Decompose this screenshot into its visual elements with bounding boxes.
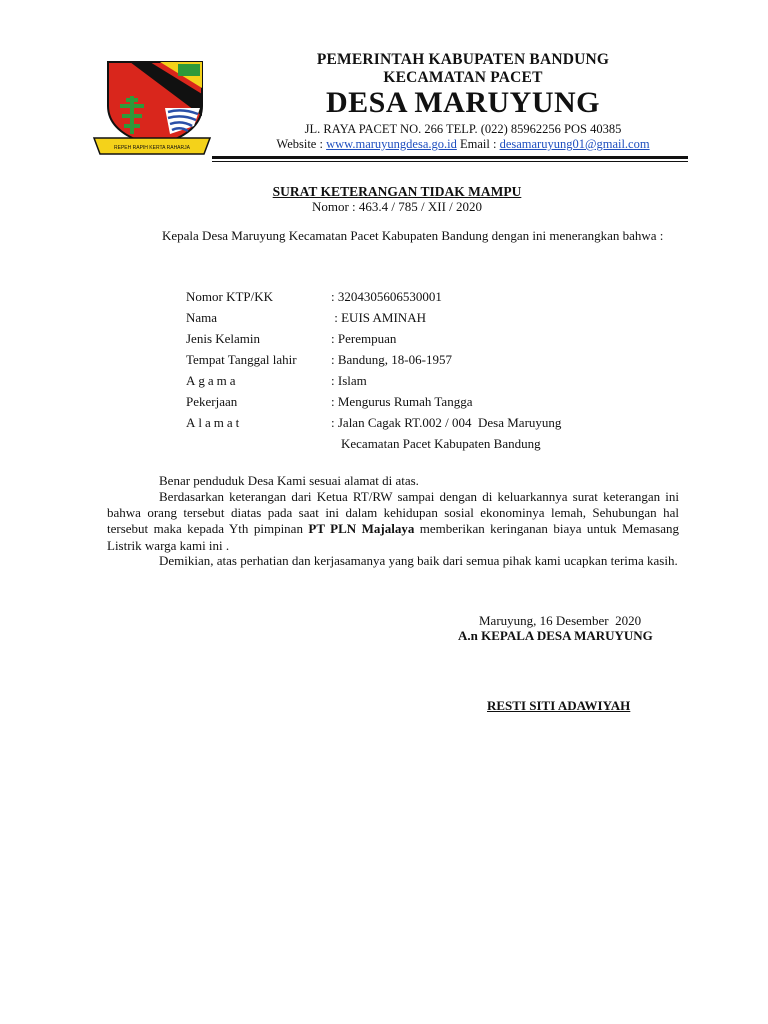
field-label-birth: Tempat Tanggal lahir	[186, 352, 297, 367]
field-label-ktp: Nomor KTP/KK	[186, 289, 274, 304]
field-value-religion: : Islam	[331, 373, 367, 388]
logo-motto: REPEH RAPIH KERTA RAHARJA	[114, 145, 190, 151]
field-value-birth: : Bandung, 18-06-1957	[331, 352, 452, 367]
field-label-religion: Agama	[186, 373, 239, 388]
letter-title	[107, 184, 687, 200]
field-value-address: : Jalan Cagak RT.002 / 004 Desa Maruyung	[331, 415, 562, 430]
field-value-name: : EUIS AMINAH	[331, 310, 426, 325]
website-link[interactable]: www.maruyungdesa.go.id	[326, 137, 457, 151]
email-label: Email :	[459, 137, 497, 151]
field-value-occupation: : Mengurus Rumah Tangga	[331, 394, 473, 409]
field-label-gender: Jenis Kelamin	[186, 331, 261, 346]
gov-name: PEMERINTAH KABUPATEN BANDUNG	[316, 51, 610, 68]
paragraph-request-text-b: memberikan keringanan biaya untuk Memasang Listrik warga kami ini .	[107, 521, 679, 553]
email-link[interactable]: desamaruyung01@gmail.com	[499, 137, 650, 151]
village-name: DESA MARUYUNG	[325, 86, 600, 119]
office-address: JL. RAYA PACET NO. 266 TELP. (022) 85962256 POS 40385	[304, 122, 622, 136]
district-name: KECAMATAN PACET	[383, 69, 543, 86]
field-label-address: Alamat	[186, 415, 243, 430]
paragraph-resident: Benar penduduk Desa Kami sesuai alamat di atas.	[159, 473, 419, 488]
field-value-gender: : Perempuan	[331, 331, 397, 346]
signature-name: RESTI SITI ADAWIYAH	[487, 698, 631, 713]
field-label-occupation: Pekerjaan	[186, 394, 238, 409]
contact-line	[180, 137, 746, 152]
intro-paragraph: Kepala Desa Maruyung Kecamatan Pacet Kabupaten Bandung dengan ini menerangkan bahwa :	[162, 228, 664, 243]
paragraph-request-text-a: Berdasarkan keterangan dari Ketua RT/RW sampai dengan di keluarkannya surat keterangan ini bahwa orang tersebut diatas pada saat ini dalam kehidupan sosial ekonominya lemah, Sehubungan hal tersebut maka kepada Yth pimpinan	[107, 489, 679, 537]
letter-number: Nomor : 463.4 / 785 / XII / 2020	[311, 199, 483, 214]
field-value-address-cont: Kecamatan Pacet Kabupaten Bandung	[341, 436, 541, 451]
signature-place-date: Maruyung, 16 Desember 2020	[479, 613, 642, 628]
signature-role: A.n KEPALA DESA MARUYUNG	[458, 628, 653, 643]
field-value-ktp: : 3204305606530001	[331, 289, 442, 304]
letterhead-rule-thick	[212, 156, 688, 159]
website-label: Website :	[276, 137, 323, 151]
paragraph-request	[107, 489, 679, 554]
field-label-name: Nama	[186, 310, 218, 325]
recipient-company: PT PLN Majalaya	[308, 521, 415, 537]
letterhead-rule-thin	[212, 161, 688, 162]
paragraph-closing: Demikian, atas perhatian dan kerjasamanya yang baik dari semua pihak kami ucapkan terima kasih.	[159, 553, 678, 568]
letter-title-text: SURAT KETERANGAN TIDAK MAMPU	[272, 184, 522, 199]
